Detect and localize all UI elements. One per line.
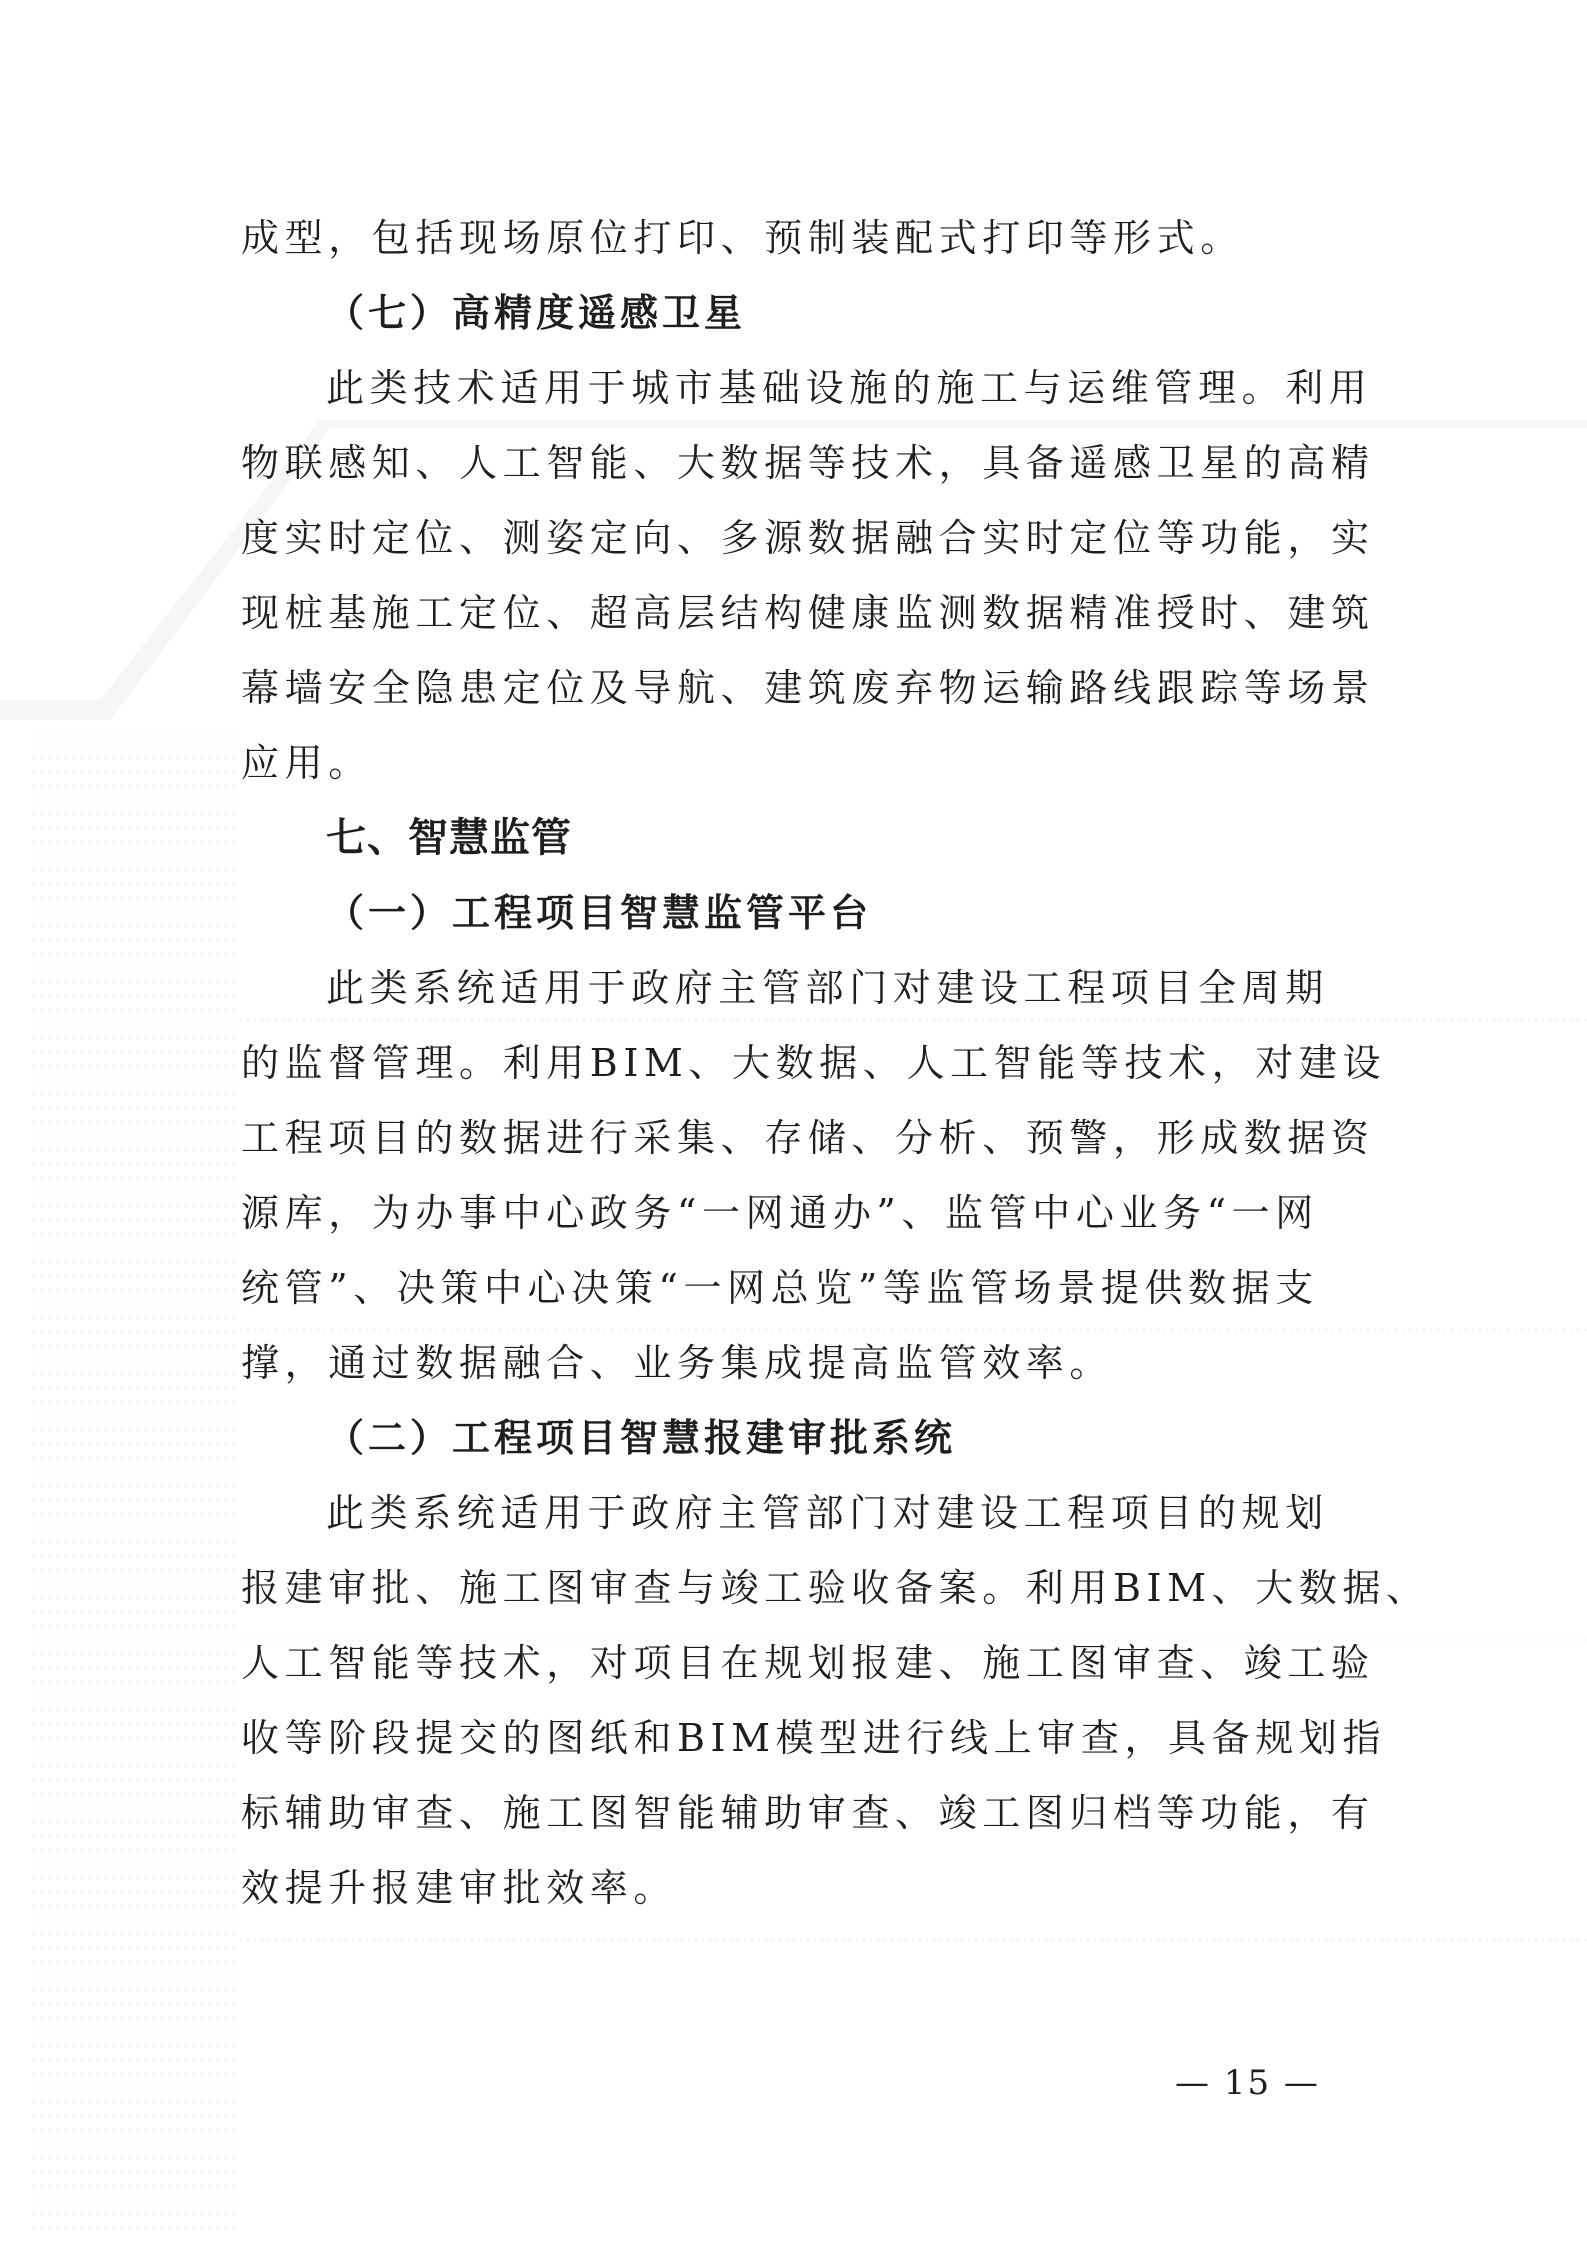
page-number: — 15 — (1175, 2063, 1320, 2103)
body-line: 物联感知、人工智能、大数据等技术，具备遥感卫星的高精 (241, 441, 1375, 485)
body-line: 报建审批、施工图审查与竣工验收备案。利用BIM、大数据、 (241, 1566, 1430, 1610)
section-heading: 七、智慧监管 (326, 815, 572, 861)
body-line: 效提升报建审批效率。 (241, 1866, 678, 1910)
body-line: 应用。 (241, 741, 372, 785)
body-line: 此类技术适用于城市基础设施的施工与运维管理。利用 (326, 366, 1373, 410)
subsection-heading: （二）工程项目智慧报建审批系统 (326, 1415, 957, 1460)
body-line: 统管”、决策中心决策“一网总览”等监管场景提供数据支 (241, 1266, 1319, 1310)
body-line: 人工智能等技术，对项目在规划报建、施工图审查、竣工验 (241, 1641, 1375, 1685)
body-line: 成型，包括现场原位打印、预制装配式打印等形式。 (241, 216, 1244, 260)
body-line: 现桩基施工定位、超高层结构健康监测数据精准授时、建筑 (241, 591, 1375, 635)
body-line: 的监督管理。利用BIM、大数据、人工智能等技术，对建设 (241, 1041, 1387, 1085)
body-line: 度实时定位、测姿定向、多源数据融合实时定位等功能，实 (241, 516, 1375, 560)
body-line: 收等阶段提交的图纸和BIM模型进行线上审查，具备规划指 (241, 1716, 1387, 1760)
body-line: 幕墙安全隐患定位及导航、建筑废弃物运输路线跟踪等场景 (241, 666, 1375, 710)
body-line: 标辅助审查、施工图智能辅助审查、竣工图归档等功能，有 (241, 1791, 1375, 1835)
body-line: 撑，通过数据融合、业务集成提高监管效率。 (241, 1341, 1114, 1385)
subsection-heading: （七）高精度遥感卫星 (326, 290, 747, 335)
body-line: 此类系统适用于政府主管部门对建设工程项目的规划 (326, 1491, 1329, 1535)
body-line: 此类系统适用于政府主管部门对建设工程项目全周期 (326, 966, 1329, 1010)
subsection-heading: （一）工程项目智慧监管平台 (326, 890, 873, 935)
body-line: 源库，为办事中心政务“一网通办”、监管中心业务“一网 (241, 1191, 1319, 1235)
body-line: 工程项目的数据进行采集、存储、分析、预警，形成数据资 (241, 1116, 1375, 1160)
